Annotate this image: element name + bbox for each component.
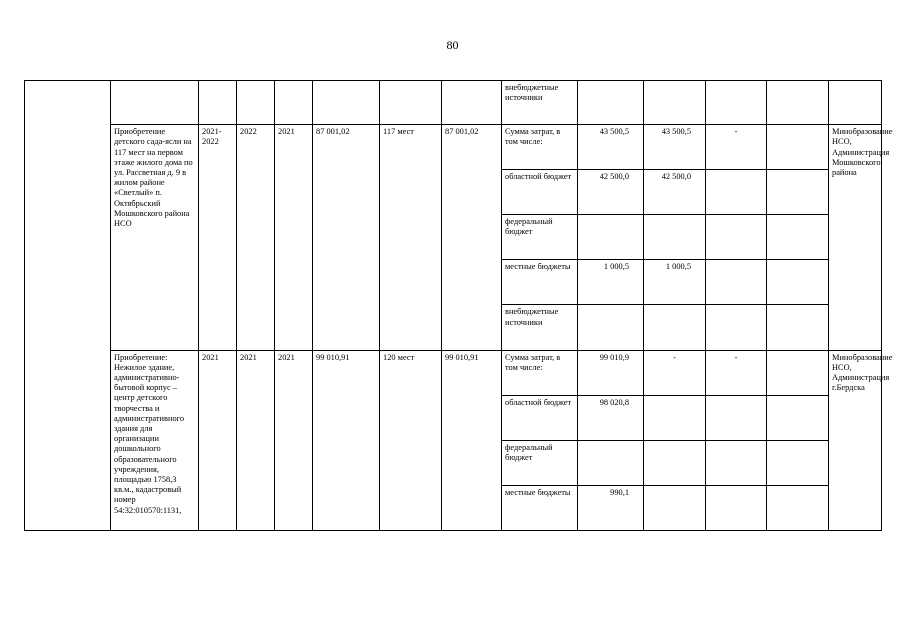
responsible-cell: Минобразование НСО, Администрация Мошковского района: [829, 125, 882, 350]
amount-cell: 990,1: [578, 485, 644, 530]
amount-cell: 98 020,8: [578, 395, 644, 440]
period-cell: 2021: [199, 350, 237, 530]
source-label: внебюджетные источники: [502, 81, 578, 125]
source-label: Сумма затрат, в том числе:: [502, 350, 578, 395]
source-label: областной бюджет: [502, 395, 578, 440]
program-table: [24, 80, 893, 531]
amount-cell: 43 500,5: [644, 125, 706, 170]
source-label: федеральный бюджет: [502, 440, 578, 485]
cost-cell: 87 001,02: [442, 125, 502, 350]
amount-cell: 1 000,5: [644, 260, 706, 305]
table-row: [25, 125, 882, 170]
amount-cell: 99 010,9: [578, 350, 644, 395]
cost-cell: 99 010,91: [442, 350, 502, 530]
group-cell: [25, 81, 111, 531]
object-name: Приобретение: Нежилое здание, административно-бытовой корпус – центр детского творчества и административного здания для организации дошкольного образовательного учреждения, площадью 1758,3 кв.м., кадастровый номер 54:32:010570:1131,: [111, 350, 199, 530]
amount-cell: 42 500,0: [644, 170, 706, 215]
amount-cell: 43 500,5: [578, 125, 644, 170]
year-cell: 2021: [237, 350, 275, 530]
year-cell: 2021: [275, 350, 313, 530]
amount-cell: 1 000,5: [578, 260, 644, 305]
amount-cell: -: [706, 350, 767, 395]
amount-cell: -: [644, 350, 706, 395]
source-label: местные бюджеты: [502, 260, 578, 305]
year-cell: 2022: [237, 125, 275, 350]
amount-cell: -: [706, 125, 767, 170]
source-label: федеральный бюджет: [502, 215, 578, 260]
source-label: областной бюджет: [502, 170, 578, 215]
source-label: местные бюджеты: [502, 485, 578, 530]
table-row: [25, 81, 882, 125]
capacity-cell: 120 мест: [380, 350, 442, 530]
amount-cell: 42 500,0: [578, 170, 644, 215]
capacity-cell: 117 мест: [380, 125, 442, 350]
object-name: Приобретение детского сада-ясли на 117 мест на первом этаже жилого дома по ул. Рассветная д. 9 в жилом районе «Светлый» п. Октябрьский Мошковского района НСО: [111, 125, 199, 350]
table-row: [25, 350, 882, 395]
cost-cell: 99 010,91: [313, 350, 380, 530]
year-cell: 2021: [275, 125, 313, 350]
responsible-cell: Минобразование НСО, Администрация г.Бердска: [829, 350, 882, 530]
source-label: Сумма затрат, в том числе:: [502, 125, 578, 170]
cost-cell: 87 001,02: [313, 125, 380, 350]
page-number: 80: [446, 38, 459, 52]
period-cell: 2021-2022: [199, 125, 237, 350]
source-label: внебюджетные источники: [502, 305, 578, 350]
